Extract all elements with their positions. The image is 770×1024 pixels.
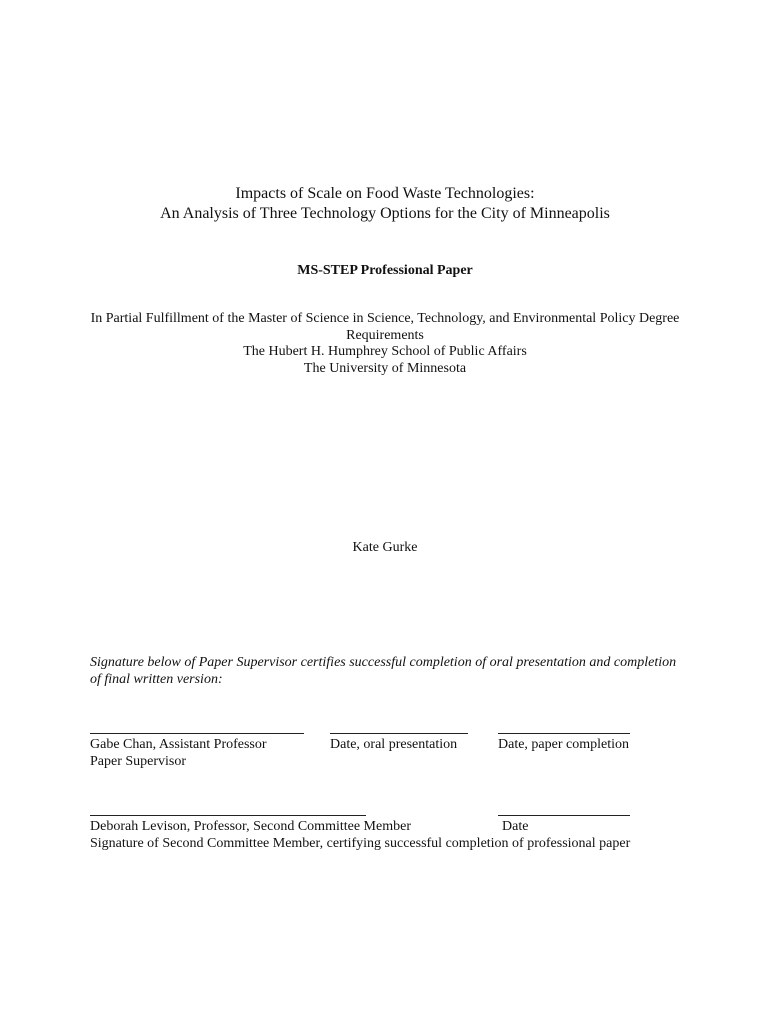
paper-completion-date-label: Date, paper completion bbox=[498, 737, 630, 752]
paper-date-signature-line bbox=[498, 733, 630, 734]
fulfillment-school: The Hubert H. Humphrey School of Public Affairs bbox=[243, 344, 527, 359]
committee-signature-line bbox=[90, 815, 366, 816]
committee-member-name: Deborah Levison, Professor, Second Committee Member bbox=[90, 819, 411, 834]
committee-certification: Signature of Second Committee Member, certifying successful completion of professional paper bbox=[90, 836, 631, 851]
paper-type: MS-STEP Professional Paper bbox=[297, 263, 473, 278]
oral-date-signature-line bbox=[330, 733, 468, 734]
supervisor-signature-line bbox=[90, 733, 304, 734]
committee-date-label: Date bbox=[502, 819, 529, 834]
fulfillment-university: The University of Minnesota bbox=[303, 361, 467, 376]
committee-date-signature-line bbox=[498, 815, 630, 816]
fulfillment-line-1: In Partial Fulfillment of the Master of Science in Science, Technology, and Environmental Policy Degree bbox=[90, 311, 680, 326]
supervisor-role: Paper Supervisor bbox=[90, 754, 187, 769]
supervisor-note-line-2: of final written version: bbox=[90, 672, 223, 687]
title-line-2: An Analysis of Three Technology Options for the City of Minneapolis bbox=[160, 205, 610, 222]
title-line-1: Impacts of Scale on Food Waste Technologies: bbox=[235, 185, 535, 202]
supervisor-note-line-1: Signature below of Paper Supervisor certifies successful completion of oral presentation and completion bbox=[90, 655, 677, 670]
supervisor-name: Gabe Chan, Assistant Professor bbox=[90, 737, 267, 752]
author-name: Kate Gurke bbox=[352, 540, 418, 555]
oral-presentation-date-label: Date, oral presentation bbox=[330, 737, 458, 752]
fulfillment-line-2: Requirements bbox=[346, 328, 424, 343]
